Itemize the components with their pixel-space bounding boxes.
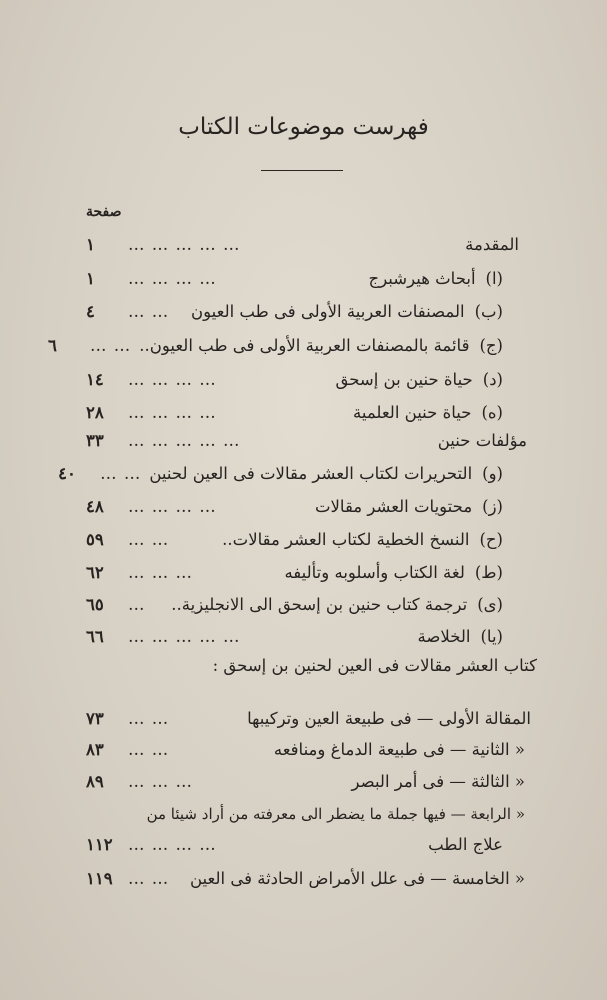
- page-number: ١: [86, 234, 95, 254]
- page-number: ١١٩: [86, 868, 113, 888]
- entry-label: المقدمة: [465, 234, 519, 254]
- page-number: ١: [86, 268, 95, 288]
- leader-dots: … …: [128, 739, 170, 759]
- page-number: ٥٩: [86, 529, 104, 549]
- entry-marker: (ه): [481, 402, 503, 422]
- toc-entry: [86, 558, 503, 586]
- page-title: فهرست موضوعات الكتاب: [178, 114, 429, 140]
- leader-dots: … … … …: [128, 834, 217, 854]
- entry-label: النسخ الخطية لكتاب العشر مقالات..: [222, 529, 470, 549]
- leader-dots: … …: [128, 301, 170, 321]
- page-number: ١١٢: [86, 834, 113, 854]
- entry-label: حياة حنين العلمية: [353, 402, 472, 422]
- toc-entry: [86, 297, 503, 325]
- entry-label: المصنفات العربية الأولى فى طب العيون: [191, 301, 465, 321]
- entry-marker: (ط): [474, 562, 503, 582]
- leader-dots: … … … … …: [128, 430, 241, 450]
- leader-dots: … … … …: [128, 268, 217, 288]
- leader-dots: … … … … …: [128, 234, 241, 254]
- entry-marker: (ج): [479, 335, 503, 355]
- toc-entry: [86, 704, 531, 732]
- toc-entry: [86, 622, 503, 650]
- entry-label: « الخامسة — فى علل الأمراض الحادثة فى العين: [190, 868, 525, 888]
- entry-marker: (يا): [480, 626, 503, 646]
- leader-dots: … …: [100, 463, 142, 483]
- entry-marker: (ح): [479, 529, 503, 549]
- leader-dots: …: [128, 594, 146, 614]
- page-number: ١٤: [86, 369, 104, 389]
- toc-entry: [86, 264, 503, 292]
- leader-dots: … … … …: [128, 402, 217, 422]
- entry-marker: (ا): [485, 268, 503, 288]
- entry-marker: (ى): [477, 594, 503, 614]
- toc-entry: [58, 459, 503, 487]
- leader-dots: … …: [128, 868, 170, 888]
- toc-entry-continuation: [86, 830, 503, 858]
- page-column-label: صفحة: [86, 204, 122, 220]
- toc-entry: [86, 492, 503, 520]
- entry-marker: (ب): [474, 301, 503, 321]
- entry-marker: (و): [482, 463, 503, 483]
- entry-label: قائمة بالمصنفات العربية الأولى فى طب العيون..: [139, 335, 470, 355]
- page-number: ٨٣: [86, 739, 104, 759]
- toc-entry: [86, 590, 503, 618]
- page-number: ٦٥: [86, 594, 104, 614]
- entry-label: « الثالثة — فى أمر البصر: [351, 771, 525, 791]
- entry-label: محتويات العشر مقالات: [314, 496, 473, 516]
- page-number: ٦٦: [86, 626, 104, 646]
- leader-dots: … …: [128, 529, 170, 549]
- leader-dots: … … …: [128, 771, 193, 791]
- toc-entry: [86, 365, 503, 393]
- leader-dots: … …: [89, 335, 132, 355]
- entry-label: أبحاث هيرشبرج: [368, 268, 476, 288]
- page-number: ٧٣: [86, 708, 104, 728]
- toc-entry: [86, 230, 529, 258]
- toc-entry: [86, 767, 525, 795]
- entry-label: لغة الكتاب وأسلوبه وتأليفه: [284, 562, 465, 582]
- entry-label: ترجمة كتاب حنين بن إسحق الى الانجليزية..: [171, 594, 468, 614]
- entry-label: حياة حنين بن إسحق: [335, 369, 473, 389]
- page-number: ٢٨: [86, 402, 104, 422]
- toc-entry: [86, 864, 525, 892]
- entry-label: المقالة الأولى — فى طبيعة العين وتركيبها: [247, 708, 531, 728]
- leader-dots: … … … …: [128, 496, 217, 516]
- page-number: ٤٠: [58, 463, 76, 483]
- toc-entry: [86, 525, 503, 553]
- toc-entry: [86, 426, 537, 454]
- toc-entry: [86, 398, 503, 426]
- title-divider: [261, 170, 343, 171]
- toc-entry: [86, 735, 525, 763]
- leader-dots: … … … … …: [128, 626, 241, 646]
- leader-dots: … … …: [128, 562, 193, 582]
- entry-marker: (ز): [482, 496, 503, 516]
- entry-label: الخلاصة: [417, 626, 471, 646]
- page-number: ٦٢: [86, 562, 104, 582]
- section-heading: كتاب العشر مقالات فى العين لحنين بن إسحق :: [212, 656, 537, 675]
- page-number: ٨٩: [86, 771, 104, 791]
- leader-dots: … … … …: [128, 369, 217, 389]
- page-number: ٦: [47, 335, 57, 355]
- entry-label: « الرابعة — فيها جملة ما يضطر الى معرفته من أراد شيئا من: [146, 805, 525, 823]
- entry-label: التحريرات لكتاب العشر مقالات فى العين لحنين: [149, 463, 473, 483]
- entry-label: مؤلفات حنين: [437, 430, 527, 450]
- toc-entry: [47, 331, 503, 359]
- page-number: ٤: [86, 301, 95, 321]
- toc-entry: [146, 800, 525, 828]
- page-number: ٣٣: [86, 430, 104, 450]
- entry-label: « الثانية — فى طبيعة الدماغ ومنافعه: [273, 739, 525, 759]
- leader-dots: … …: [128, 708, 170, 728]
- entry-marker: (د): [482, 369, 503, 389]
- entry-label: علاج الطب: [428, 834, 503, 854]
- page-number: ٤٨: [86, 496, 104, 516]
